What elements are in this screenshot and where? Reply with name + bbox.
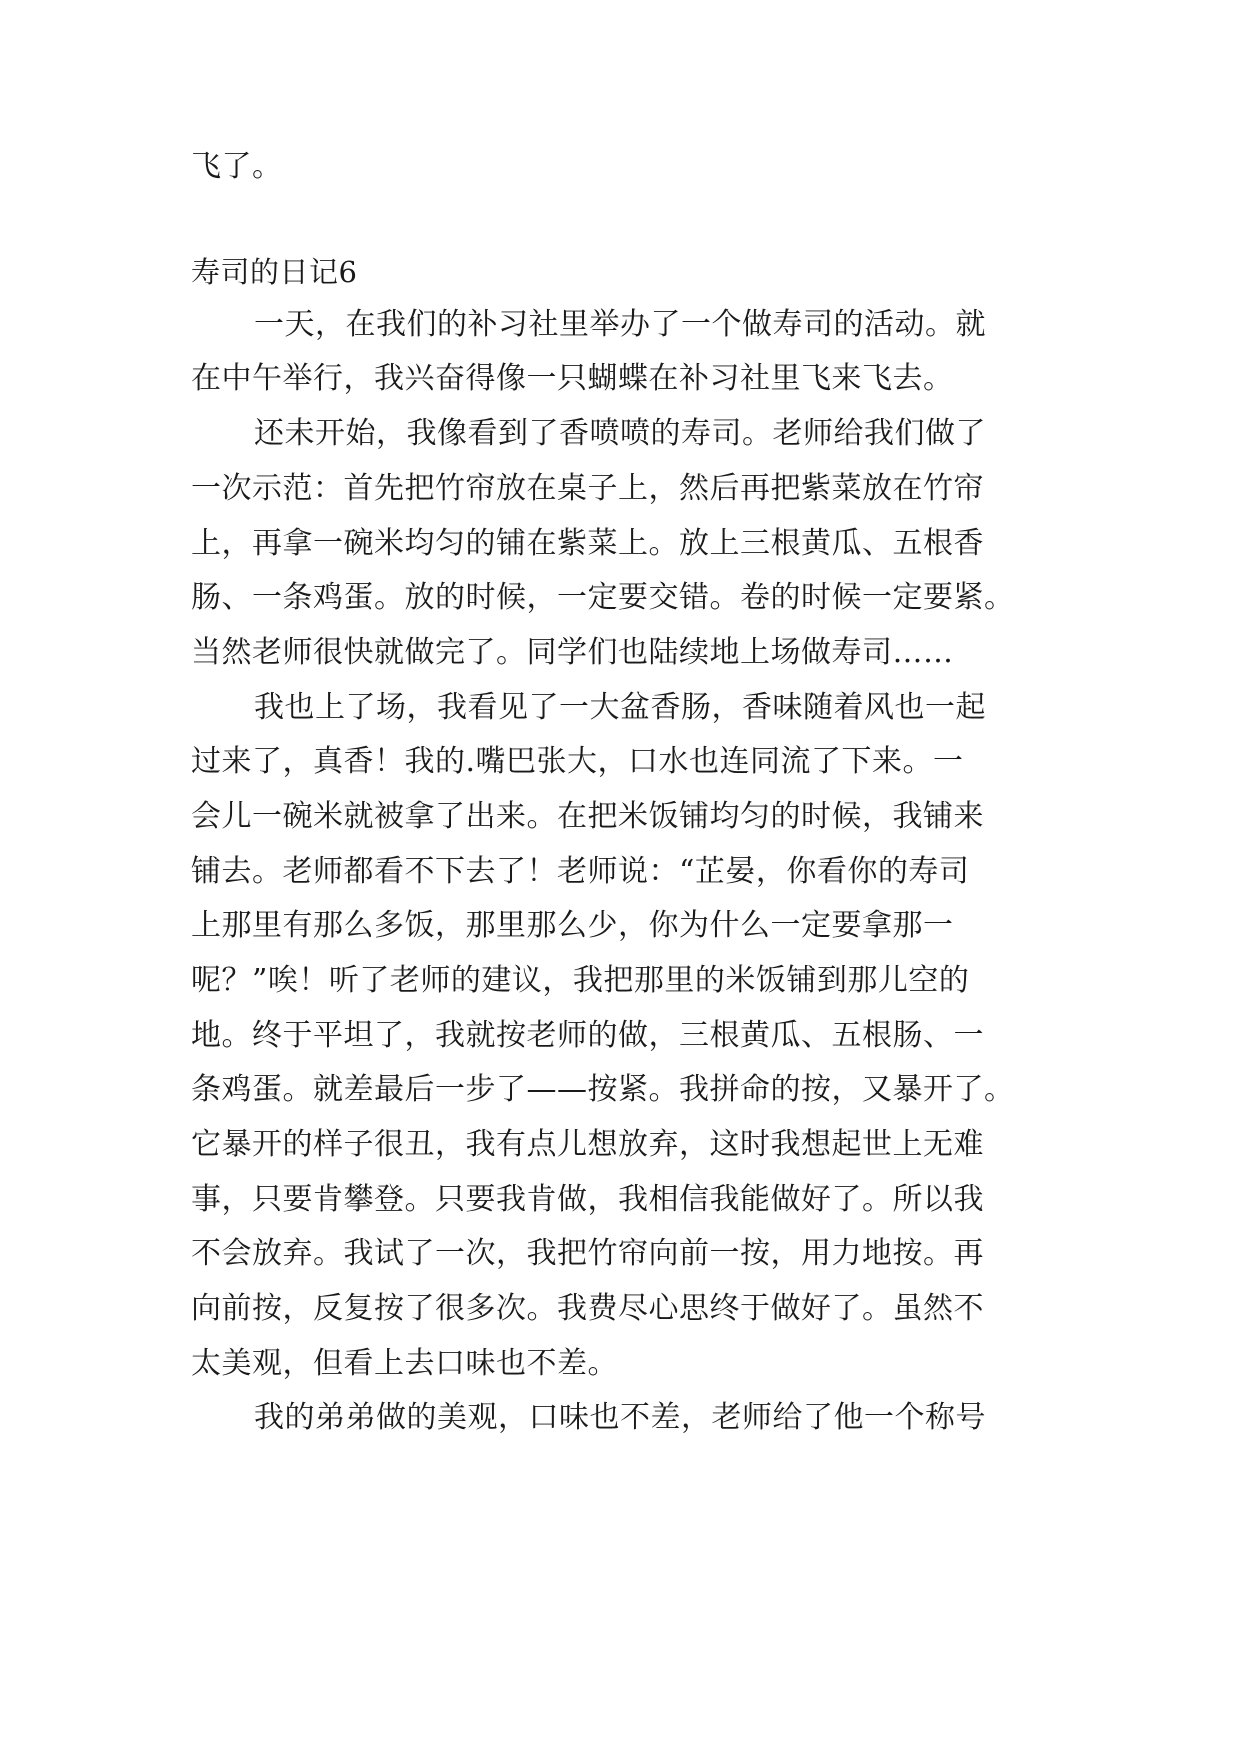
paragraph-4-line-1: 我的弟弟做的美观，口味也不差，老师给了他一个称号 [254, 1400, 986, 1435]
paragraph-3-line-11: 不会放弃。我试了一次，我把竹帘向前一按，用力地按。再 [191, 1236, 984, 1271]
paragraph-3-line-7: 地。终于平坦了，我就按老师的做，三根黄瓜、五根肠、一 [191, 1018, 984, 1053]
paragraph-2-line-2: 一次示范：首先把竹帘放在桌子上，然后再把紫菜放在竹帘 [191, 471, 984, 506]
paragraph-3-line-6: 呢？”唉！听了老师的建议，我把那里的米饭铺到那儿空的 [191, 963, 970, 998]
paragraph-3-line-9: 它暴开的样子很丑，我有点儿想放弃，这时我想起世上无难 [191, 1127, 984, 1162]
paragraph-3-line-3: 会儿一碗米就被拿了出来。在把米饭铺均匀的时候，我铺来 [191, 799, 984, 834]
paragraph-3-line-5: 上那里有那么多饭，那里那么少，你为什么一定要拿那一 [191, 908, 954, 943]
paragraph-2-line-1: 还未开始，我像看到了香喷喷的寿司。老师给我们做了 [254, 416, 986, 451]
paragraph-3-line-2: 过来了，真香！我的.嘴巴张大，口水也连同流了下来。一 [191, 744, 964, 779]
paragraph-2-line-4: 肠、一条鸡蛋。放的时候，一定要交错。卷的时候一定要紧。 [191, 580, 1015, 615]
paragraph-3-line-4: 铺去。老师都看不下去了！老师说：“芷晏，你看你的寿司 [191, 854, 970, 889]
paragraph-1-line-2: 在中午举行，我兴奋得像一只蝴蝶在补习社里飞来飞去。 [191, 361, 954, 396]
paragraph-3-line-8: 条鸡蛋。就差最后一步了——按紧。我拼命的按，又暴开了。 [191, 1072, 1015, 1107]
paragraph-2-line-3: 上，再拿一碗米均匀的铺在紫菜上。放上三根黄瓜、五根香 [191, 526, 984, 561]
section-title: 寿司的日记6 [191, 255, 358, 289]
paragraph-3-line-12: 向前按，反复按了很多次。我费尽心思终于做好了。虽然不 [191, 1291, 984, 1326]
paragraph-3-line-13: 太美观，但看上去口味也不差。 [191, 1346, 618, 1381]
carryover-line: 飞了。 [191, 149, 283, 184]
paragraph-3-line-10: 事，只要肯攀登。只要我肯做，我相信我能做好了。所以我 [191, 1182, 984, 1217]
paragraph-3-line-1: 我也上了场，我看见了一大盆香肠，香味随着风也一起 [254, 690, 986, 725]
paragraph-1-line-1: 一天，在我们的补习社里举办了一个做寿司的活动。就 [254, 307, 986, 342]
paragraph-2-line-5: 当然老师很快就做完了。同学们也陆续地上场做寿司…… [191, 635, 954, 670]
